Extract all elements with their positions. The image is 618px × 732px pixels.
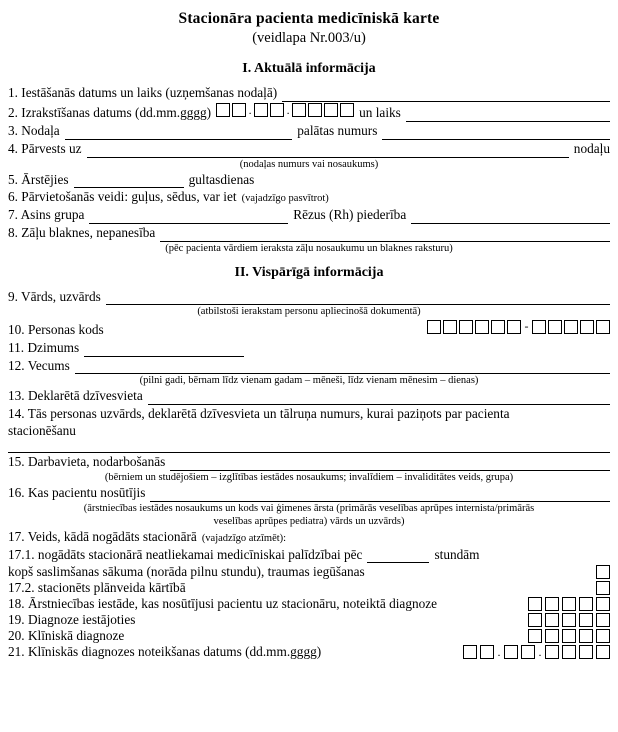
code-box[interactable] xyxy=(443,320,457,334)
checkbox-planned-admission[interactable] xyxy=(596,581,610,595)
diagnosis-box[interactable] xyxy=(579,597,593,611)
input-bed-days[interactable] xyxy=(74,175,184,188)
field-row-workplace xyxy=(8,454,610,471)
label-department: 3. Nodaļa xyxy=(8,123,60,139)
date-separator: . xyxy=(248,102,252,117)
date-box[interactable] xyxy=(504,645,518,659)
date-box[interactable] xyxy=(254,103,268,117)
input-referral-diagnosis-boxes[interactable] xyxy=(528,597,610,611)
label-ward-number: palātas numurs xyxy=(297,123,378,139)
input-personal-code-boxes[interactable] xyxy=(427,319,610,334)
code-box[interactable] xyxy=(532,320,546,334)
label-age: 12. Vecums xyxy=(8,357,70,373)
section-heading-2: II. Vispārīgā informācija xyxy=(234,264,384,280)
label-drug-reactions: 8. Zāļu blaknes, nepanesība xyxy=(8,224,156,240)
code-separator: - xyxy=(524,319,529,334)
label-personal-code: 10. Personas kods xyxy=(8,322,104,338)
document-page xyxy=(0,10,618,732)
label-residence: 13. Deklarētā dzīvesvieta xyxy=(8,388,143,404)
input-discharge-date-boxes[interactable] xyxy=(216,103,354,118)
field-row-drug-reactions xyxy=(8,225,610,242)
note-admission-type: (vajadzīgo atzīmēt): xyxy=(201,532,287,544)
label-contact-person: 14. Tās personas uzvārds, deklarētā dzīvesvieta un tālruņa numurs, kurai paziņots par pacienta xyxy=(8,406,510,422)
label-discharge-date: 2. Izrakstīšanas datums (dd.mm.gggg) xyxy=(8,105,212,121)
note-name-document: (atbilstoši ierakstam personu apliecinošā dokumentā) xyxy=(197,306,421,318)
note-department-number: (nodaļas numurs vai nosaukums) xyxy=(239,158,379,170)
field-row-personal-code xyxy=(8,319,610,338)
label-treated: 5. Ārstējies xyxy=(8,171,69,187)
field-row-name xyxy=(8,289,610,306)
label-planned-admission: 17.2. stacionēts plānveida kārtībā xyxy=(8,580,186,596)
diagnosis-box[interactable] xyxy=(596,597,610,611)
code-box[interactable] xyxy=(427,320,441,334)
field-row-clinical-diagnosis xyxy=(8,628,610,644)
label-since-onset: kopš saslimšanas sākuma (norāda pilnu stundu), traumas iegūšanas xyxy=(8,564,365,580)
note-referrer-2: veselības aprūpes pediatra) vārds un uzvārds) xyxy=(213,515,405,527)
label-discharge-time: un laiks xyxy=(359,105,401,121)
field-row-planned-admission xyxy=(8,580,610,596)
input-clinical-diagnosis-boxes[interactable] xyxy=(528,629,610,643)
diagnosis-box[interactable] xyxy=(596,629,610,643)
input-admission-diagnosis-boxes[interactable] xyxy=(528,613,610,627)
diagnosis-box[interactable] xyxy=(562,597,576,611)
field-row-contact-person-line xyxy=(8,423,610,439)
label-emergency-hours: 17.1. nogādāts stacionārā neatliekamai medicīniskai palīdzībai pēc xyxy=(8,546,363,562)
field-row-referral-diagnosis xyxy=(8,596,610,612)
label-transferred-suffix: nodaļu xyxy=(573,140,610,156)
field-row-bed-days xyxy=(8,172,610,189)
date-box[interactable] xyxy=(562,645,576,659)
code-box[interactable] xyxy=(564,320,578,334)
note-age: (pilni gadi, bērnam līdz vienam gadam – mēneši, līdz vienam mēnesim – dienas) xyxy=(139,375,479,387)
label-admission-diagnosis: 19. Diagnoze iestājoties xyxy=(8,612,136,628)
label-transferred-to: 4. Pārvests uz xyxy=(8,140,82,156)
label-clinical-diagnosis: 20. Klīniskā diagnoze xyxy=(8,628,125,644)
input-clinical-diagnosis-date-boxes[interactable] xyxy=(463,645,610,660)
form-body xyxy=(0,85,618,660)
date-box[interactable] xyxy=(596,645,610,659)
label-name: 9. Vārds, uzvārds xyxy=(8,288,101,304)
date-separator: . xyxy=(286,102,290,117)
diagnosis-box[interactable] xyxy=(562,629,576,643)
label-rhesus: Rēzus (Rh) piederība xyxy=(293,207,407,223)
note-underline-needed: (vajadzīgo pasvītrot) xyxy=(241,193,329,205)
diagnosis-box[interactable] xyxy=(562,613,576,627)
field-row-admission-type xyxy=(8,529,610,546)
code-box[interactable] xyxy=(580,320,594,334)
section-heading-1: I. Aktuālā informācija xyxy=(242,61,376,76)
page-title: Stacionāra pacienta medicīniskā karte xyxy=(178,10,440,27)
date-box[interactable] xyxy=(545,645,559,659)
date-box[interactable] xyxy=(480,645,494,659)
note-referrer-1: (ārstniecības iestādes nosaukums un kods vai ģimenes ārsta (primārās veselības aprūpes internista/primārās xyxy=(83,502,535,514)
field-row-gender xyxy=(8,340,610,357)
diagnosis-box[interactable] xyxy=(545,629,559,643)
field-row-emergency-since-onset xyxy=(8,564,610,580)
code-box[interactable] xyxy=(548,320,562,334)
field-row-referrer xyxy=(8,485,610,502)
input-referrer[interactable] xyxy=(150,489,610,502)
date-box[interactable] xyxy=(324,103,338,117)
input-emergency-hours[interactable] xyxy=(367,550,429,563)
diagnosis-box[interactable] xyxy=(596,613,610,627)
label-hours-suffix: stundām xyxy=(434,546,480,562)
date-box[interactable] xyxy=(232,103,246,117)
input-workplace[interactable] xyxy=(170,458,610,471)
input-discharge-time[interactable] xyxy=(406,109,610,122)
form-number: (veidlapa Nr.003/u) xyxy=(252,30,366,46)
field-row-contact-person-input xyxy=(8,440,610,453)
note-drug-reactions: (pēc pacienta vārdiem ieraksta zāļu nosaukumu un blaknes raksturu) xyxy=(165,242,453,254)
code-box[interactable] xyxy=(596,320,610,334)
field-row-blood-group xyxy=(8,207,610,224)
input-admission-datetime[interactable] xyxy=(282,89,610,102)
code-box[interactable] xyxy=(475,320,489,334)
field-row-mobility xyxy=(8,189,610,206)
label-referral-diagnosis: 18. Ārstniecības iestāde, kas nosūtījusi pacientu uz stacionāru, noteiktā diagnoze xyxy=(8,596,438,612)
code-box[interactable] xyxy=(459,320,473,334)
date-box[interactable] xyxy=(463,645,477,659)
field-row-admission-datetime xyxy=(8,85,610,102)
date-box[interactable] xyxy=(579,645,593,659)
field-row-emergency-hours xyxy=(8,547,610,564)
field-row-residence xyxy=(8,388,610,405)
label-gender: 11. Dzimums xyxy=(8,339,80,355)
label-referrer: 16. Kas pacientu nosūtījis xyxy=(8,485,146,501)
label-mobility[interactable]: 6. Pārvietošanās veidi: guļus, sēdus, var iet xyxy=(8,189,237,205)
diagnosis-box[interactable] xyxy=(528,613,542,627)
date-box[interactable] xyxy=(292,103,306,117)
date-box[interactable] xyxy=(308,103,322,117)
code-box[interactable] xyxy=(507,320,521,334)
field-row-transferred-to xyxy=(8,141,610,158)
input-blood-group[interactable] xyxy=(89,211,288,224)
field-row-clinical-diagnosis-date xyxy=(8,644,610,660)
diagnosis-box[interactable] xyxy=(528,629,542,643)
note-workplace: (bērniem un studējošiem – izglītības iestādes nosaukums; invalīdiem – invaliditātes veids, grupa) xyxy=(104,471,514,483)
diagnosis-box[interactable] xyxy=(545,613,559,627)
input-ward-number[interactable] xyxy=(382,127,610,140)
date-separator: . xyxy=(538,644,542,659)
diagnosis-box[interactable] xyxy=(579,629,593,643)
input-residence[interactable] xyxy=(148,392,610,405)
input-drug-reactions[interactable] xyxy=(160,228,610,241)
date-box[interactable] xyxy=(270,103,284,117)
field-row-admission-diagnosis xyxy=(8,612,610,628)
diagnosis-box[interactable] xyxy=(528,597,542,611)
date-box[interactable] xyxy=(216,103,230,117)
label-admission-type: 17. Veids, kādā nogādāts stacionārā xyxy=(8,528,197,544)
checkbox-emergency-admission[interactable] xyxy=(596,565,610,579)
field-row-discharge-date xyxy=(8,103,610,122)
label-contact-person-cont: stacionēšanu xyxy=(8,423,76,439)
field-row-contact-person xyxy=(8,406,610,422)
label-admission-datetime: 1. Iestāšanās datums un laiks (uzņemšanas nodaļā) xyxy=(8,85,278,100)
field-row-department xyxy=(8,123,610,140)
label-workplace: 15. Darbavieta, nodarbošanās xyxy=(8,454,166,470)
input-department[interactable] xyxy=(65,127,293,140)
date-box[interactable] xyxy=(521,645,535,659)
field-row-age xyxy=(8,358,610,375)
input-transferred-to[interactable] xyxy=(87,144,569,157)
label-blood-group: 7. Asins grupa xyxy=(8,207,85,223)
input-gender[interactable] xyxy=(84,343,244,356)
input-contact-person[interactable] xyxy=(8,440,610,453)
diagnosis-box[interactable] xyxy=(579,613,593,627)
diagnosis-box[interactable] xyxy=(545,597,559,611)
date-box[interactable] xyxy=(340,103,354,117)
label-bed-days: gultasdienas xyxy=(188,171,255,187)
code-box[interactable] xyxy=(491,320,505,334)
date-separator: . xyxy=(497,644,501,659)
input-rhesus[interactable] xyxy=(411,211,610,224)
input-age[interactable] xyxy=(75,361,610,374)
label-clinical-diagnosis-date: 21. Klīniskās diagnozes noteikšanas datums (dd.mm.gggg) xyxy=(8,644,322,660)
input-name[interactable] xyxy=(106,292,610,305)
